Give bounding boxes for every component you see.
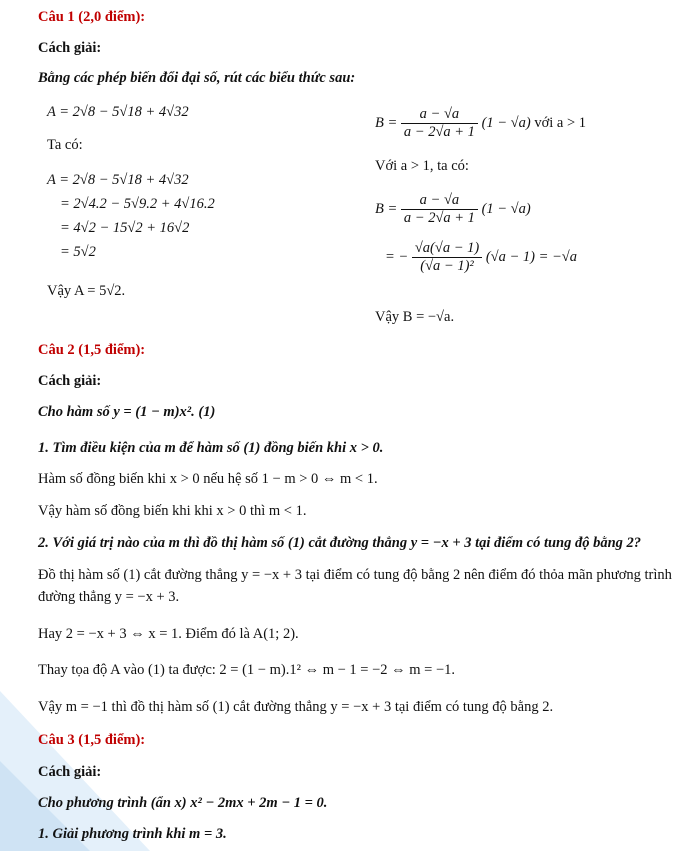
q2-heading: Câu 2 (1,5 điểm): [38, 342, 146, 358]
q1-b-step-2-numerator: √a(√a − 1) [412, 240, 482, 258]
q1-b-step-1-factor: (1 − √a) [481, 200, 531, 217]
q1-a-step-4: = 5√2 [60, 244, 96, 260]
q1-b-step-1-denominator: a − 2√a + 1 [403, 210, 475, 226]
q1-a-step-1: A = 2√8 − 5√18 + 4√32 [47, 172, 189, 188]
q3-method-label: Cách giải: [38, 764, 102, 780]
q1-b-step-1 [375, 192, 531, 227]
q1-ta-co: Ta có: [47, 137, 83, 153]
q1-b-fraction [401, 106, 478, 141]
q3-heading: Câu 3 (1,5 điểm): [38, 732, 146, 748]
q2-part2-line3: Hay 2 = −x + 3 ⇔ x = 1. Điểm đó là A(1; 2). [38, 626, 299, 642]
q1-b-definition [375, 106, 586, 141]
q2-part2-line5: Vậy m = −1 thì đồ thị hàm số (1) cắt đường thẳng y = −x + 3 tại điểm có tung độ bằng 2. [38, 699, 554, 715]
q1-b-step-1-lhs: B = [375, 200, 398, 217]
q1-a-step-2: = 2√4.2 − 5√9.2 + 4√16.2 [60, 196, 215, 212]
q1-b-step-1-numerator: a − √a [401, 192, 478, 210]
q1-b-numerator: a − √a [401, 106, 478, 124]
q3-given: Cho phương trình (ẩn x) x² − 2mx + 2m − 1 = 0. [38, 795, 328, 811]
q1-b-step-2-tail: (√a − 1) = −√a [485, 248, 577, 265]
q1-a-definition: A = 2√8 − 5√18 + 4√32 [47, 104, 189, 120]
q2-part2-paragraph-line2: đường thẳng y = −x + 3. [38, 589, 180, 605]
q2-part2-title: 2. Với giá trị nào của m thì đồ thị hàm số (1) cắt đường thẳng y = −x + 3 tại điểm có tung độ bằng 2? [38, 535, 642, 551]
q2-part1-line1: Hàm số đồng biến khi x > 0 nếu hệ số 1 − m > 0 ⇔ m < 1. [38, 471, 378, 487]
q2-part2-line4: Thay tọa độ A vào (1) ta được: 2 = (1 − m).1² ⇔ m − 1 = −2 ⇔ m = −1. [38, 662, 456, 678]
q1-heading: Câu 1 (2,0 điểm): [38, 9, 146, 25]
q1-instruction: Bằng các phép biến đổi đại số, rút các biểu thức sau: [38, 70, 356, 86]
q1-b-step-2-denominator: (√a − 1)² [420, 258, 474, 274]
q1-method-label: Cách giải: [38, 40, 102, 56]
q1-a-step-3: = 4√2 − 15√2 + 16√2 [60, 220, 190, 236]
q2-part1-line2: Vậy hàm số đồng biến khi khi x > 0 thì m < 1. [38, 503, 307, 519]
q2-method-label: Cách giải: [38, 373, 102, 389]
corner-decoration [0, 651, 150, 851]
q1-b-step-2: = − $\frac{√a(√a - 1)}{\text{(√a − 1)²}}$ (√a − 1) = −√a [385, 240, 577, 274]
q1-b-result: Vậy B = −√a. [375, 309, 455, 325]
q3-part1-title: 1. Giải phương trình khi m = 3. [38, 826, 227, 842]
q1-b-lhs: B = [375, 114, 398, 131]
q1-b-denominator: a − 2√a + 1 [403, 124, 475, 140]
q2-part1-title: 1. Tìm điều kiện của m để hàm số (1) đồng biến khi x > 0. [38, 440, 384, 456]
q1-b-step-1-fraction [401, 192, 478, 227]
q1-b-condition: với a > 1 [534, 114, 587, 131]
q1-a-result: Vậy A = 5√2. [47, 283, 126, 299]
q1-b-intro: Với a > 1, ta có: [375, 158, 469, 174]
q1-b-factor: (1 − √a) [481, 114, 531, 131]
q1-b-step-2-fraction [412, 240, 482, 275]
q2-part2-paragraph-line1: Đồ thị hàm số (1) cắt đường thẳng y = −x + 3 tại điểm có tung độ bằng 2 nên điểm đó thỏa mãn phương trình [38, 567, 672, 583]
q2-given: Cho hàm số y = (1 − m)x². (1) [38, 404, 216, 420]
